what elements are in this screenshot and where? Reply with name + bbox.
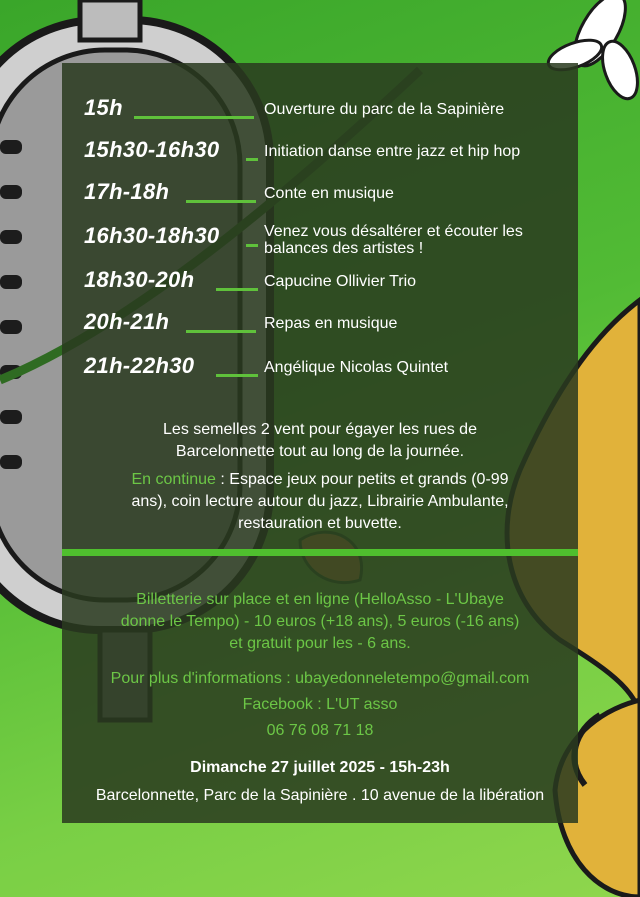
- schedule-time: 17h-18h: [84, 179, 170, 204]
- en-continue-line: restauration et buvette.: [238, 515, 402, 532]
- schedule-time: 15h30-16h30: [84, 137, 220, 162]
- schedule-time: 15h: [84, 95, 123, 120]
- en-continue-line: [62, 469, 578, 491]
- schedule-event: Ouverture du parc de la Sapinière: [264, 101, 505, 118]
- en-continue-line: ans), coin lecture autour du jazz, Librairie Ambulante,: [131, 493, 509, 510]
- schedule-row: [62, 309, 578, 343]
- schedule-row: [62, 353, 578, 387]
- schedule-time: 16h30-18h30: [84, 223, 220, 248]
- schedule-line: [186, 200, 256, 203]
- schedule-event: Conte en musique: [264, 185, 394, 202]
- semelles-line: Barcelonnette tout au long de la journée.: [175, 443, 465, 460]
- en-continue-text: [62, 469, 578, 535]
- schedule-line: [216, 374, 258, 377]
- schedule-event: Repas en musique: [264, 315, 398, 332]
- schedule-row: [62, 95, 578, 129]
- schedule-line: [134, 116, 254, 119]
- schedule-time: 21h-22h30: [84, 353, 195, 378]
- en-continue-label: En continue: [131, 471, 216, 488]
- contact-email[interactable]: Pour plus d'informations : ubayedonneletempo@gmail.com: [110, 670, 530, 687]
- schedule-time: 18h30-20h: [84, 267, 195, 292]
- schedule-event: Capucine Ollivier Trio: [264, 273, 417, 290]
- event-date: Dimanche 27 juillet 2025 - 15h-23h: [190, 759, 450, 776]
- billetterie-line: et gratuit pour les - 6 ans.: [229, 635, 411, 652]
- schedule-line: [246, 158, 258, 161]
- schedule-row: [62, 223, 578, 257]
- schedule-row: [62, 179, 578, 213]
- schedule-event: Angélique Nicolas Quintet: [264, 359, 449, 376]
- billetterie-line: Billetterie sur place et en ligne (HelloAsso - L'Ubaye: [136, 591, 504, 608]
- semelles-line: Les semelles 2 vent pour égayer les rues de: [163, 421, 477, 438]
- en-continue-text-1: : Espace jeux pour petits et grands (0-99: [215, 471, 509, 488]
- schedule-event: Initiation danse entre jazz et hip hop: [264, 143, 521, 160]
- phone-number[interactable]: 06 76 08 71 18: [266, 722, 374, 739]
- section-divider: [62, 549, 578, 556]
- facebook-link[interactable]: Facebook : L'UT asso: [242, 696, 398, 713]
- schedule-line: [246, 244, 258, 247]
- billetterie-text: [62, 589, 578, 655]
- schedule-row: [62, 137, 578, 171]
- schedule-row: [62, 267, 578, 301]
- schedule-event: Venez vous désaltérer et écouter les balances des artistes !: [264, 223, 523, 257]
- schedule-line: [216, 288, 258, 291]
- billetterie-line: donne le Tempo) - 10 euros (+18 ans), 5 euros (-16 ans): [120, 613, 520, 630]
- program-panel: [62, 63, 578, 823]
- semelles-text: [62, 419, 578, 463]
- event-location: Barcelonnette, Parc de la Sapinière . 10 avenue de la libération: [95, 787, 545, 804]
- schedule-time: 20h-21h: [84, 309, 170, 334]
- schedule-line: [186, 330, 256, 333]
